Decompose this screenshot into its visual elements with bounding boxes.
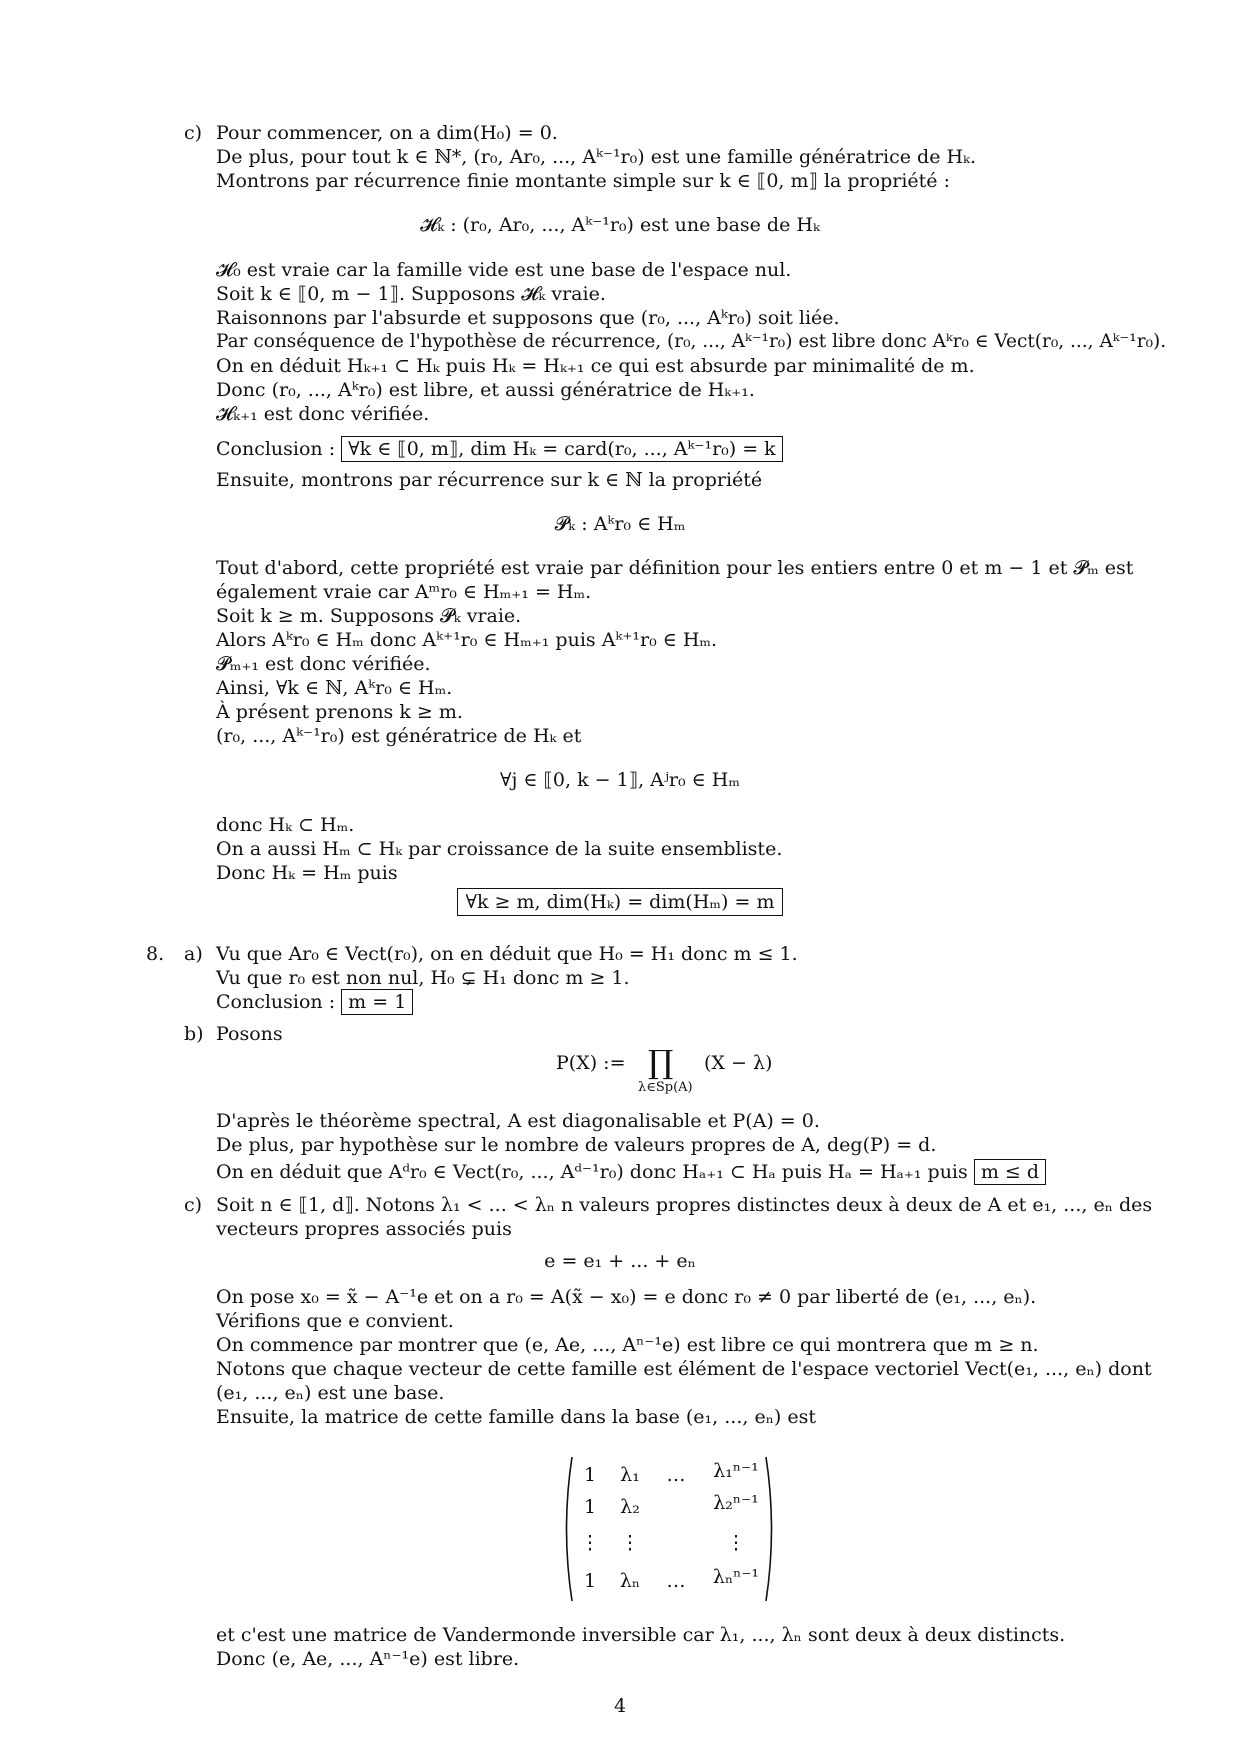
conclusion-line bbox=[216, 1160, 1046, 1184]
text-line: Notons que chaque vecteur de cette famille est élément de l'espace vectoriel Vect(e₁, ..., eₙ) dont bbox=[216, 1358, 1152, 1380]
text-line: À présent prenons k ≥ m. bbox=[216, 701, 463, 723]
question-number: 8. bbox=[146, 943, 165, 965]
text-line: D'après le théorème spectral, A est diagonalisable et P(A) = 0. bbox=[216, 1110, 820, 1132]
text-line: Soit k ∈ ⟦0, m − 1⟧. Supposons 𝓗ₖ vraie. bbox=[216, 283, 606, 305]
product-symbol: ∏ bbox=[648, 1043, 674, 1081]
text-line: 𝓗ₖ₊₁ est donc vérifiée. bbox=[216, 403, 430, 425]
text-line: Ensuite, montrons par récurrence sur k ∈ ℕ la propriété bbox=[216, 469, 763, 491]
text-line: Raisonnons par l'absurde et supposons que (r₀, ..., Aᵏr₀) soit liée. bbox=[216, 307, 840, 329]
text-line: Vérifions que e convient. bbox=[216, 1310, 454, 1332]
item-label-c: c) bbox=[184, 122, 203, 144]
matrix-cell: 1 bbox=[583, 1464, 597, 1486]
text-line: Donc (e, Ae, ..., Aⁿ⁻¹e) est libre. bbox=[216, 1648, 520, 1670]
display-equation: ∀j ∈ ⟦0, k − 1⟧, Aʲr₀ ∈ Hₘ bbox=[500, 769, 740, 791]
text-line: Ainsi, ∀k ∈ ℕ, Aᵏr₀ ∈ Hₘ. bbox=[216, 677, 453, 699]
boxed-equation-wrapper bbox=[0, 890, 1240, 914]
item-label-b: b) bbox=[184, 1023, 204, 1045]
text-line: On en déduit Hₖ₊₁ ⊂ Hₖ puis Hₖ = Hₖ₊₁ ce qui est absurde par minimalité de m. bbox=[216, 355, 975, 377]
text-line: (r₀, ..., Aᵏ⁻¹r₀) est génératrice de Hₖ et bbox=[216, 725, 582, 747]
item-label-c: c) bbox=[184, 1194, 203, 1216]
matrix-cell: ⋮ bbox=[620, 1532, 640, 1554]
vandermonde-matrix bbox=[560, 1455, 780, 1603]
text-line: Montrons par récurrence finie montante simple sur k ∈ ⟦0, m⟧ la propriété : bbox=[216, 170, 950, 192]
page-number: 4 bbox=[613, 1695, 627, 1717]
matrix-cell: λ₂ⁿ⁻¹ bbox=[713, 1492, 759, 1514]
text-line: Soit k ≥ m. Supposons 𝓟ₖ vraie. bbox=[216, 605, 522, 627]
text-line: Vu que r₀ est non nul, H₀ ⊊ H₁ donc m ≥ 1. bbox=[216, 967, 630, 989]
text-line: On en déduit que Aᵈr₀ ∈ Vect(r₀, ..., Aᵈ⁻¹r₀) donc Hₐ₊₁ ⊂ Hₐ puis Hₐ = Hₐ₊₁ puis bbox=[216, 1161, 968, 1183]
matrix-cell: λ₁ⁿ⁻¹ bbox=[713, 1460, 759, 1482]
matrix-cell: 1 bbox=[583, 1570, 597, 1592]
text-line: On commence par montrer que (e, Ae, ..., Aⁿ⁻¹e) est libre ce qui montrera que m ≥ n. bbox=[216, 1334, 1039, 1356]
display-equation: 𝓗ₖ : (r₀, Ar₀, ..., Aᵏ⁻¹r₀) est une base de Hₖ bbox=[420, 214, 820, 236]
conclusion-line bbox=[216, 437, 783, 461]
matrix-cell: λ₁ bbox=[620, 1464, 640, 1486]
text-line: (e₁, ..., eₙ) est une base. bbox=[216, 1382, 445, 1404]
text-line: Donc (r₀, ..., Aᵏr₀) est libre, et aussi génératrice de Hₖ₊₁. bbox=[216, 379, 755, 401]
text-line: Pour commencer, on a dim(H₀) = 0. bbox=[216, 122, 558, 144]
product-subscript: λ∈Sp(A) bbox=[638, 1080, 693, 1095]
matrix-cell: ⋮ bbox=[726, 1532, 746, 1554]
text-line: Ensuite, la matrice de cette famille dans la base (e₁, ..., eₙ) est bbox=[216, 1406, 816, 1428]
right-parenthesis bbox=[764, 1455, 778, 1603]
text-line: De plus, pour tout k ∈ ℕ*, (r₀, Ar₀, ..., Aᵏ⁻¹r₀) est une famille génératrice de Hₖ. bbox=[216, 146, 977, 168]
matrix-cell: … bbox=[666, 1570, 686, 1592]
matrix-cell: λₙ bbox=[619, 1570, 641, 1592]
boxed-result: m = 1 bbox=[341, 989, 413, 1015]
boxed-result: ∀k ≥ m, dim(Hₖ) = dim(Hₘ) = m bbox=[457, 888, 784, 916]
text-line: Posons bbox=[216, 1023, 283, 1045]
text-line: Tout d'abord, cette propriété est vraie par définition pour les entiers entre 0 et m − 1 et 𝓟ₘ est bbox=[216, 557, 1134, 579]
text-line: De plus, par hypothèse sur le nombre de valeurs propres de A, deg(P) = d. bbox=[216, 1134, 937, 1156]
conclusion-label: Conclusion : bbox=[216, 991, 336, 1013]
text-line: vecteurs propres associés puis bbox=[216, 1218, 512, 1240]
text-line: Soit n ∈ ⟦1, d⟧. Notons λ₁ < ... < λₙ n valeurs propres distinctes deux à deux de A et e₁, ..., eₙ des bbox=[216, 1194, 1153, 1216]
text-line: 𝓗₀ est vraie car la famille vide est une base de l'espace nul. bbox=[216, 259, 792, 281]
equation-lhs: P(X) := bbox=[556, 1052, 626, 1074]
equation-rhs: (X − λ) bbox=[704, 1052, 773, 1074]
text-line: Donc Hₖ = Hₘ puis bbox=[216, 862, 398, 884]
conclusion-label: Conclusion : bbox=[216, 438, 336, 460]
display-equation: e = e₁ + ... + eₙ bbox=[544, 1250, 696, 1272]
text-line: Vu que Ar₀ ∈ Vect(r₀), on en déduit que H₀ = H₁ donc m ≤ 1. bbox=[216, 943, 798, 965]
matrix-cell: λ₂ bbox=[620, 1496, 640, 1518]
text-line: également vraie car Aᵐr₀ ∈ Hₘ₊₁ = Hₘ. bbox=[216, 581, 592, 603]
text-line: donc Hₖ ⊂ Hₘ. bbox=[216, 814, 355, 836]
boxed-result: ∀k ∈ ⟦0, m⟧, dim Hₖ = card(r₀, ..., Aᵏ⁻¹r₀) = k bbox=[341, 436, 783, 462]
text-line: Alors Aᵏr₀ ∈ Hₘ donc Aᵏ⁺¹r₀ ∈ Hₘ₊₁ puis Aᵏ⁺¹r₀ ∈ Hₘ. bbox=[216, 629, 718, 651]
boxed-result: m ≤ d bbox=[974, 1159, 1046, 1185]
matrix-cell: … bbox=[666, 1464, 686, 1486]
conclusion-line bbox=[216, 990, 413, 1014]
text-line: On a aussi Hₘ ⊂ Hₖ par croissance de la suite ensembliste. bbox=[216, 838, 783, 860]
product-equation bbox=[556, 1043, 816, 1102]
matrix-cell: λₙⁿ⁻¹ bbox=[712, 1566, 760, 1588]
text-line: On pose x₀ = x̃ − A⁻¹e et on a r₀ = A(x̃ − x₀) = e donc r₀ ≠ 0 par liberté de (e₁, ..., eₙ). bbox=[216, 1286, 1037, 1308]
item-label-a: a) bbox=[184, 943, 203, 965]
text-line: et c'est une matrice de Vandermonde inversible car λ₁, ..., λₙ sont deux à deux distincts. bbox=[216, 1624, 1066, 1646]
text-line: Par conséquence de l'hypothèse de récurrence, (r₀, ..., Aᵏ⁻¹r₀) est libre donc Aᵏr₀ ∈ Vect(r₀, ..., Aᵏ⁻¹r₀). bbox=[216, 331, 1167, 352]
display-equation: 𝓟ₖ : Aᵏr₀ ∈ Hₘ bbox=[554, 513, 686, 535]
matrix-cell: 1 bbox=[583, 1496, 597, 1518]
matrix-cell: ⋮ bbox=[580, 1532, 600, 1554]
text-line: 𝓟ₘ₊₁ est donc vérifiée. bbox=[216, 653, 431, 675]
